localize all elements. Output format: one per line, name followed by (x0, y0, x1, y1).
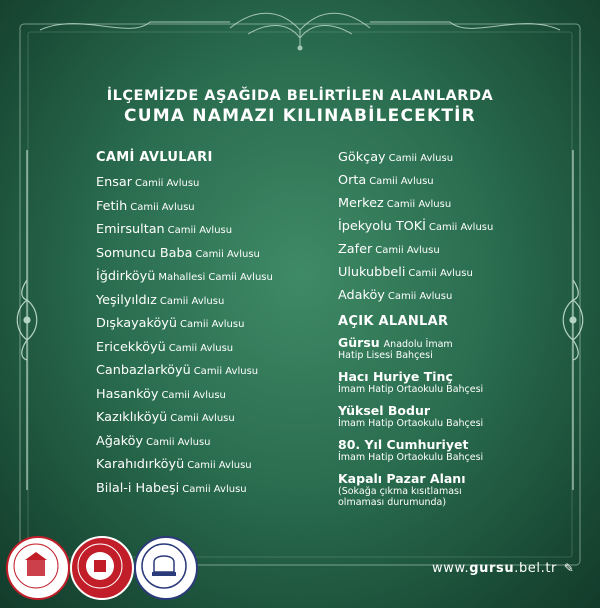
governorship-seal-logo (6, 536, 70, 600)
list-item: Karahıdırköyü Camii Avlusu (96, 457, 252, 472)
list-item: Gökçay Camii Avlusu (338, 150, 454, 165)
list-item: Somuncu Baba Camii Avlusu (96, 245, 260, 261)
open-area-item: Yüksel Bodur İmam Hatip Ortaokulu Bahçesi (338, 403, 484, 429)
open-area-item: Kapalı Pazar Alanı (Sokağa çıkma kısıtlaması olmaması durumunda) (338, 471, 466, 508)
list-item: İpekyolu TOKİ Camii Avlusu (338, 219, 494, 234)
top-ornament-icon (0, 0, 600, 60)
heading-line-2: CUMA NAMAZI KILINABİLECEKTİR (124, 106, 476, 126)
list-item: İğdirköyü Mahallesi Camii Avlusu (96, 269, 273, 284)
left-ornament-icon (12, 150, 42, 490)
list-item: Ulukubbeli Camii Avlusu (338, 265, 473, 280)
announcement-heading (0, 88, 600, 126)
open-area-item: Hacı Huriye Tinç İmam Hatip Ortaokulu Bahçesi (338, 369, 484, 395)
municipality-seal-logo (70, 536, 134, 600)
list-item: Yeşilyıldız Camii Avlusu (96, 292, 225, 308)
section-title-open-areas: AÇIK ALANLAR (338, 314, 449, 329)
list-item: Ağaköy Camii Avlusu (96, 433, 211, 449)
open-area-item: 80. Yıl Cumhuriyet İmam Hatip Ortaokulu Bahçesi (338, 437, 484, 463)
list-item: Orta Camii Avlusu (338, 173, 434, 188)
list-item: Adaköy Camii Avlusu (338, 288, 453, 303)
leaf-logo-icon: ✎ (563, 561, 575, 575)
open-areas-section (338, 314, 568, 508)
list-item: Canbazlarköyü Camii Avlusu (96, 363, 259, 378)
list-item: Fetih Camii Avlusu (96, 198, 195, 214)
section-title-mosque-courtyards: CAMİ AVLULARI (96, 150, 213, 165)
open-area-item: Gürsu Anadolu İmam Hatip Lisesi Bahçesi (338, 335, 453, 361)
list-item: Ensar Camii Avlusu (96, 175, 200, 190)
list-item: Ericekköyü Camii Avlusu (96, 339, 234, 355)
list-item: Merkez Camii Avlusu (338, 196, 452, 211)
list-item: Hasanköy Camii Avlusu (96, 386, 226, 402)
list-item: Dışkayaköyü Camii Avlusu (96, 316, 245, 331)
heading-line-1: İLÇEMİZDE AŞAĞIDA BELİRTİLEN ALANLARDA (106, 88, 494, 104)
website-url[interactable]: www.gursu.bel.tr ✎ (432, 561, 575, 576)
list-item: Kazıklıköyü Camii Avlusu (96, 410, 235, 425)
right-column (338, 150, 568, 516)
list-item: Bilal-i Habeşi Camii Avlusu (96, 480, 247, 496)
list-item: Emirsultan Camii Avlusu (96, 222, 233, 237)
mosque-courtyards-column (96, 150, 326, 504)
mufti-office-seal-logo (134, 536, 198, 600)
list-item: Zafer Camii Avlusu (338, 242, 440, 257)
